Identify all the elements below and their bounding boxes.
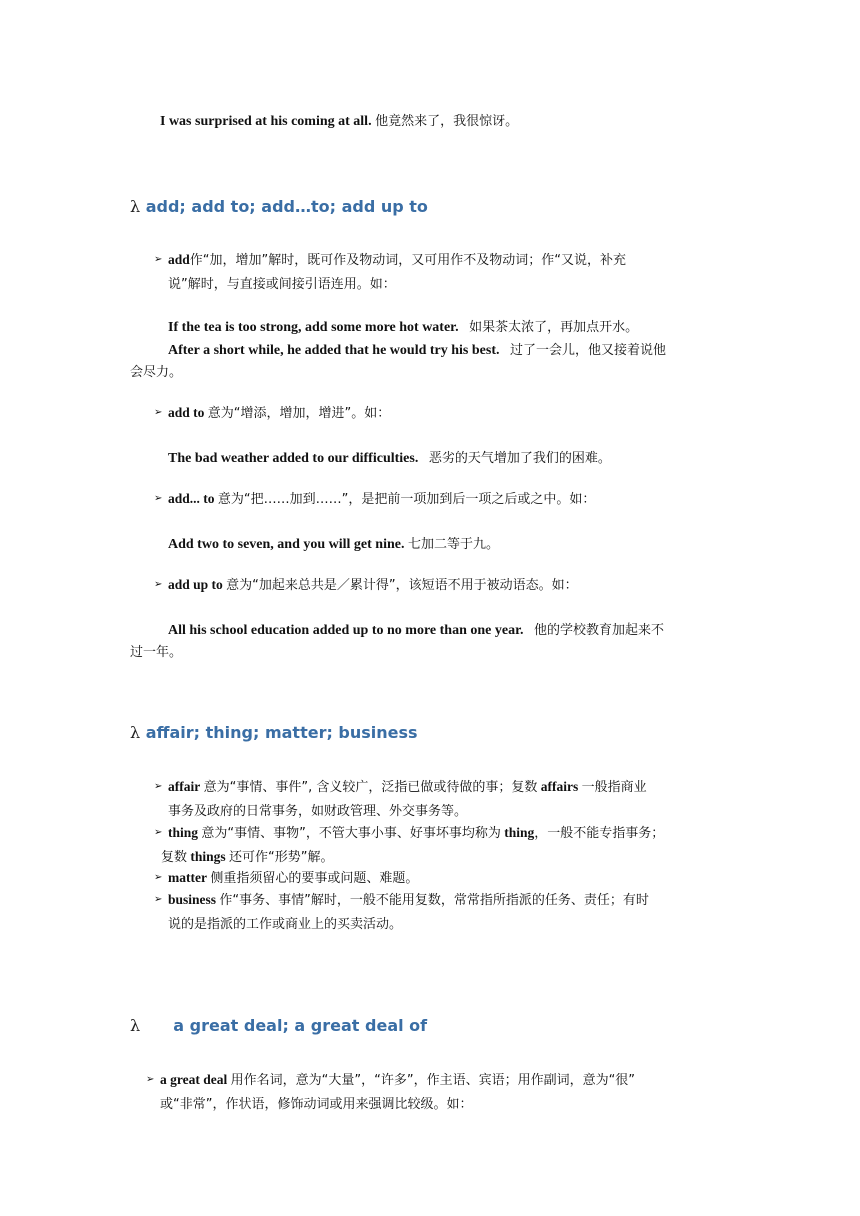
heading-text: affair; thing; matter; business <box>145 723 418 742</box>
definition-line-2: 说的是指派的工作或商业上的买卖活动。 <box>168 917 403 932</box>
bullet-add-up-to <box>154 573 578 597</box>
arrow-bullet-icon: ➢ <box>154 254 163 265</box>
arrow-bullet-icon: ➢ <box>154 407 163 418</box>
definition-line-2: 事务及政府的日常事务，如财政管理、外交事务等。 <box>168 804 468 819</box>
example-cn: 过了一会儿，他又接着说他 <box>509 343 666 358</box>
bullet-affair <box>154 775 738 823</box>
arrow-bullet-icon: ➢ <box>154 894 163 905</box>
example-cn-continued <box>130 361 182 381</box>
example-cn: 他竟然来了，我很惊讶。 <box>375 114 519 129</box>
arrow-bullet-icon: ➢ <box>154 579 163 590</box>
example-cn-continued <box>130 641 182 661</box>
bullet-a-great-deal <box>146 1068 740 1116</box>
section-heading-affair <box>130 723 418 742</box>
lambda-bullet-icon: λ <box>130 197 141 216</box>
arrow-bullet-icon: ➢ <box>146 1074 155 1085</box>
example-en: I was surprised at his coming at all. <box>160 114 372 129</box>
example-en: If the tea is too strong, add some more hot water. <box>168 320 459 335</box>
example-en: After a short while, he added that he would try his best. <box>168 343 500 358</box>
arrow-bullet-icon: ➢ <box>154 827 163 838</box>
definition-line-2b: 还可作“形势”解。 <box>229 850 334 865</box>
term: add... to <box>168 491 215 506</box>
example-en: The bad weather added to our difficulties. <box>168 451 419 466</box>
definition-line-2: 说”解时，与直接或间接引语连用。如： <box>168 277 396 292</box>
example-en: Add two to seven, and you will get nine. <box>168 537 405 552</box>
term: thing <box>168 825 199 840</box>
example-sentence <box>160 110 518 130</box>
example-cn: 他的学校教育加起来不 <box>534 623 665 638</box>
definition-line-1: 意为“事情、事物”，不管大事小事、好事坏事均称为 <box>201 826 501 841</box>
definition-line-1b: ，一般不能专指事务； <box>534 826 665 841</box>
arrow-bullet-icon: ➢ <box>154 493 163 504</box>
bullet-add-to-2 <box>154 487 596 511</box>
example-sentence <box>168 533 499 553</box>
bullet-thing <box>154 821 738 869</box>
definition: 意为“把……加到……”，是把前一项加到后一项之后或之中。如： <box>217 492 596 507</box>
example-cn: 恶劣的天气增加了我们的困难。 <box>428 451 611 466</box>
term: things <box>190 849 226 864</box>
lambda-bullet-icon: λ <box>130 1016 141 1035</box>
section-heading-great-deal <box>130 1016 427 1035</box>
bullet-add-to <box>154 401 391 425</box>
bullet-business <box>154 888 738 936</box>
term: matter <box>168 870 207 885</box>
definition-line-1b: 一般指商业 <box>581 780 647 795</box>
definition: 意为“加起来总共是／累计得”，该短语不用于被动语态。如： <box>226 578 578 593</box>
heading-text: add; add to; add…to; add up to <box>145 197 428 216</box>
example-cn: 如果茶太浓了，再加点开水。 <box>469 320 639 335</box>
example-cn: 七加二等于九。 <box>407 537 499 552</box>
bullet-add <box>154 248 733 296</box>
section-heading-add <box>130 197 428 216</box>
definition: 意为“增添，增加，增进”。如： <box>207 406 391 421</box>
bullet-matter <box>154 866 419 890</box>
definition-line-1: 作“加，增加”解时，既可作及物动词，又可用作不及物动词；作“又说，补充 <box>189 253 626 268</box>
definition-line-2: 或“非常”，作状语，修饰动词或用来强调比较级。如： <box>160 1097 473 1112</box>
arrow-bullet-icon: ➢ <box>154 872 163 883</box>
example-cn: 会尽力。 <box>130 365 183 380</box>
example-sentence <box>168 447 611 467</box>
term: affairs <box>540 779 579 794</box>
definition-line-1: 意为“事情、事件”, 含义较广，泛指已做或待做的事；复数 <box>203 780 538 795</box>
definition-line-2a: 复数 <box>161 850 188 865</box>
term: affair <box>168 779 201 794</box>
definition: 侧重指须留心的要事或问题、难题。 <box>210 871 419 886</box>
term: a great deal <box>160 1072 228 1087</box>
definition-line-1: 作“事务、事情”解时，一般不能用复数，常常指所指派的任务、责任；有时 <box>219 893 649 908</box>
example-cn: 过一年。 <box>130 645 183 660</box>
example-sentence <box>168 339 666 359</box>
term: add <box>168 252 190 267</box>
lambda-bullet-icon: λ <box>130 723 141 742</box>
term: thing <box>504 825 535 840</box>
heading-text: a great deal; a great deal of <box>173 1016 428 1035</box>
term: business <box>168 892 217 907</box>
example-sentence <box>168 619 664 639</box>
example-sentence <box>168 316 638 336</box>
term: add to <box>168 405 205 420</box>
term: add up to <box>168 577 223 592</box>
definition-line-1: 用作名词，意为“大量”，“许多”，作主语、宾语；用作副词，意为“很” <box>230 1073 636 1088</box>
arrow-bullet-icon: ➢ <box>154 781 163 792</box>
example-en: All his school education added up to no more than one year. <box>168 623 524 638</box>
